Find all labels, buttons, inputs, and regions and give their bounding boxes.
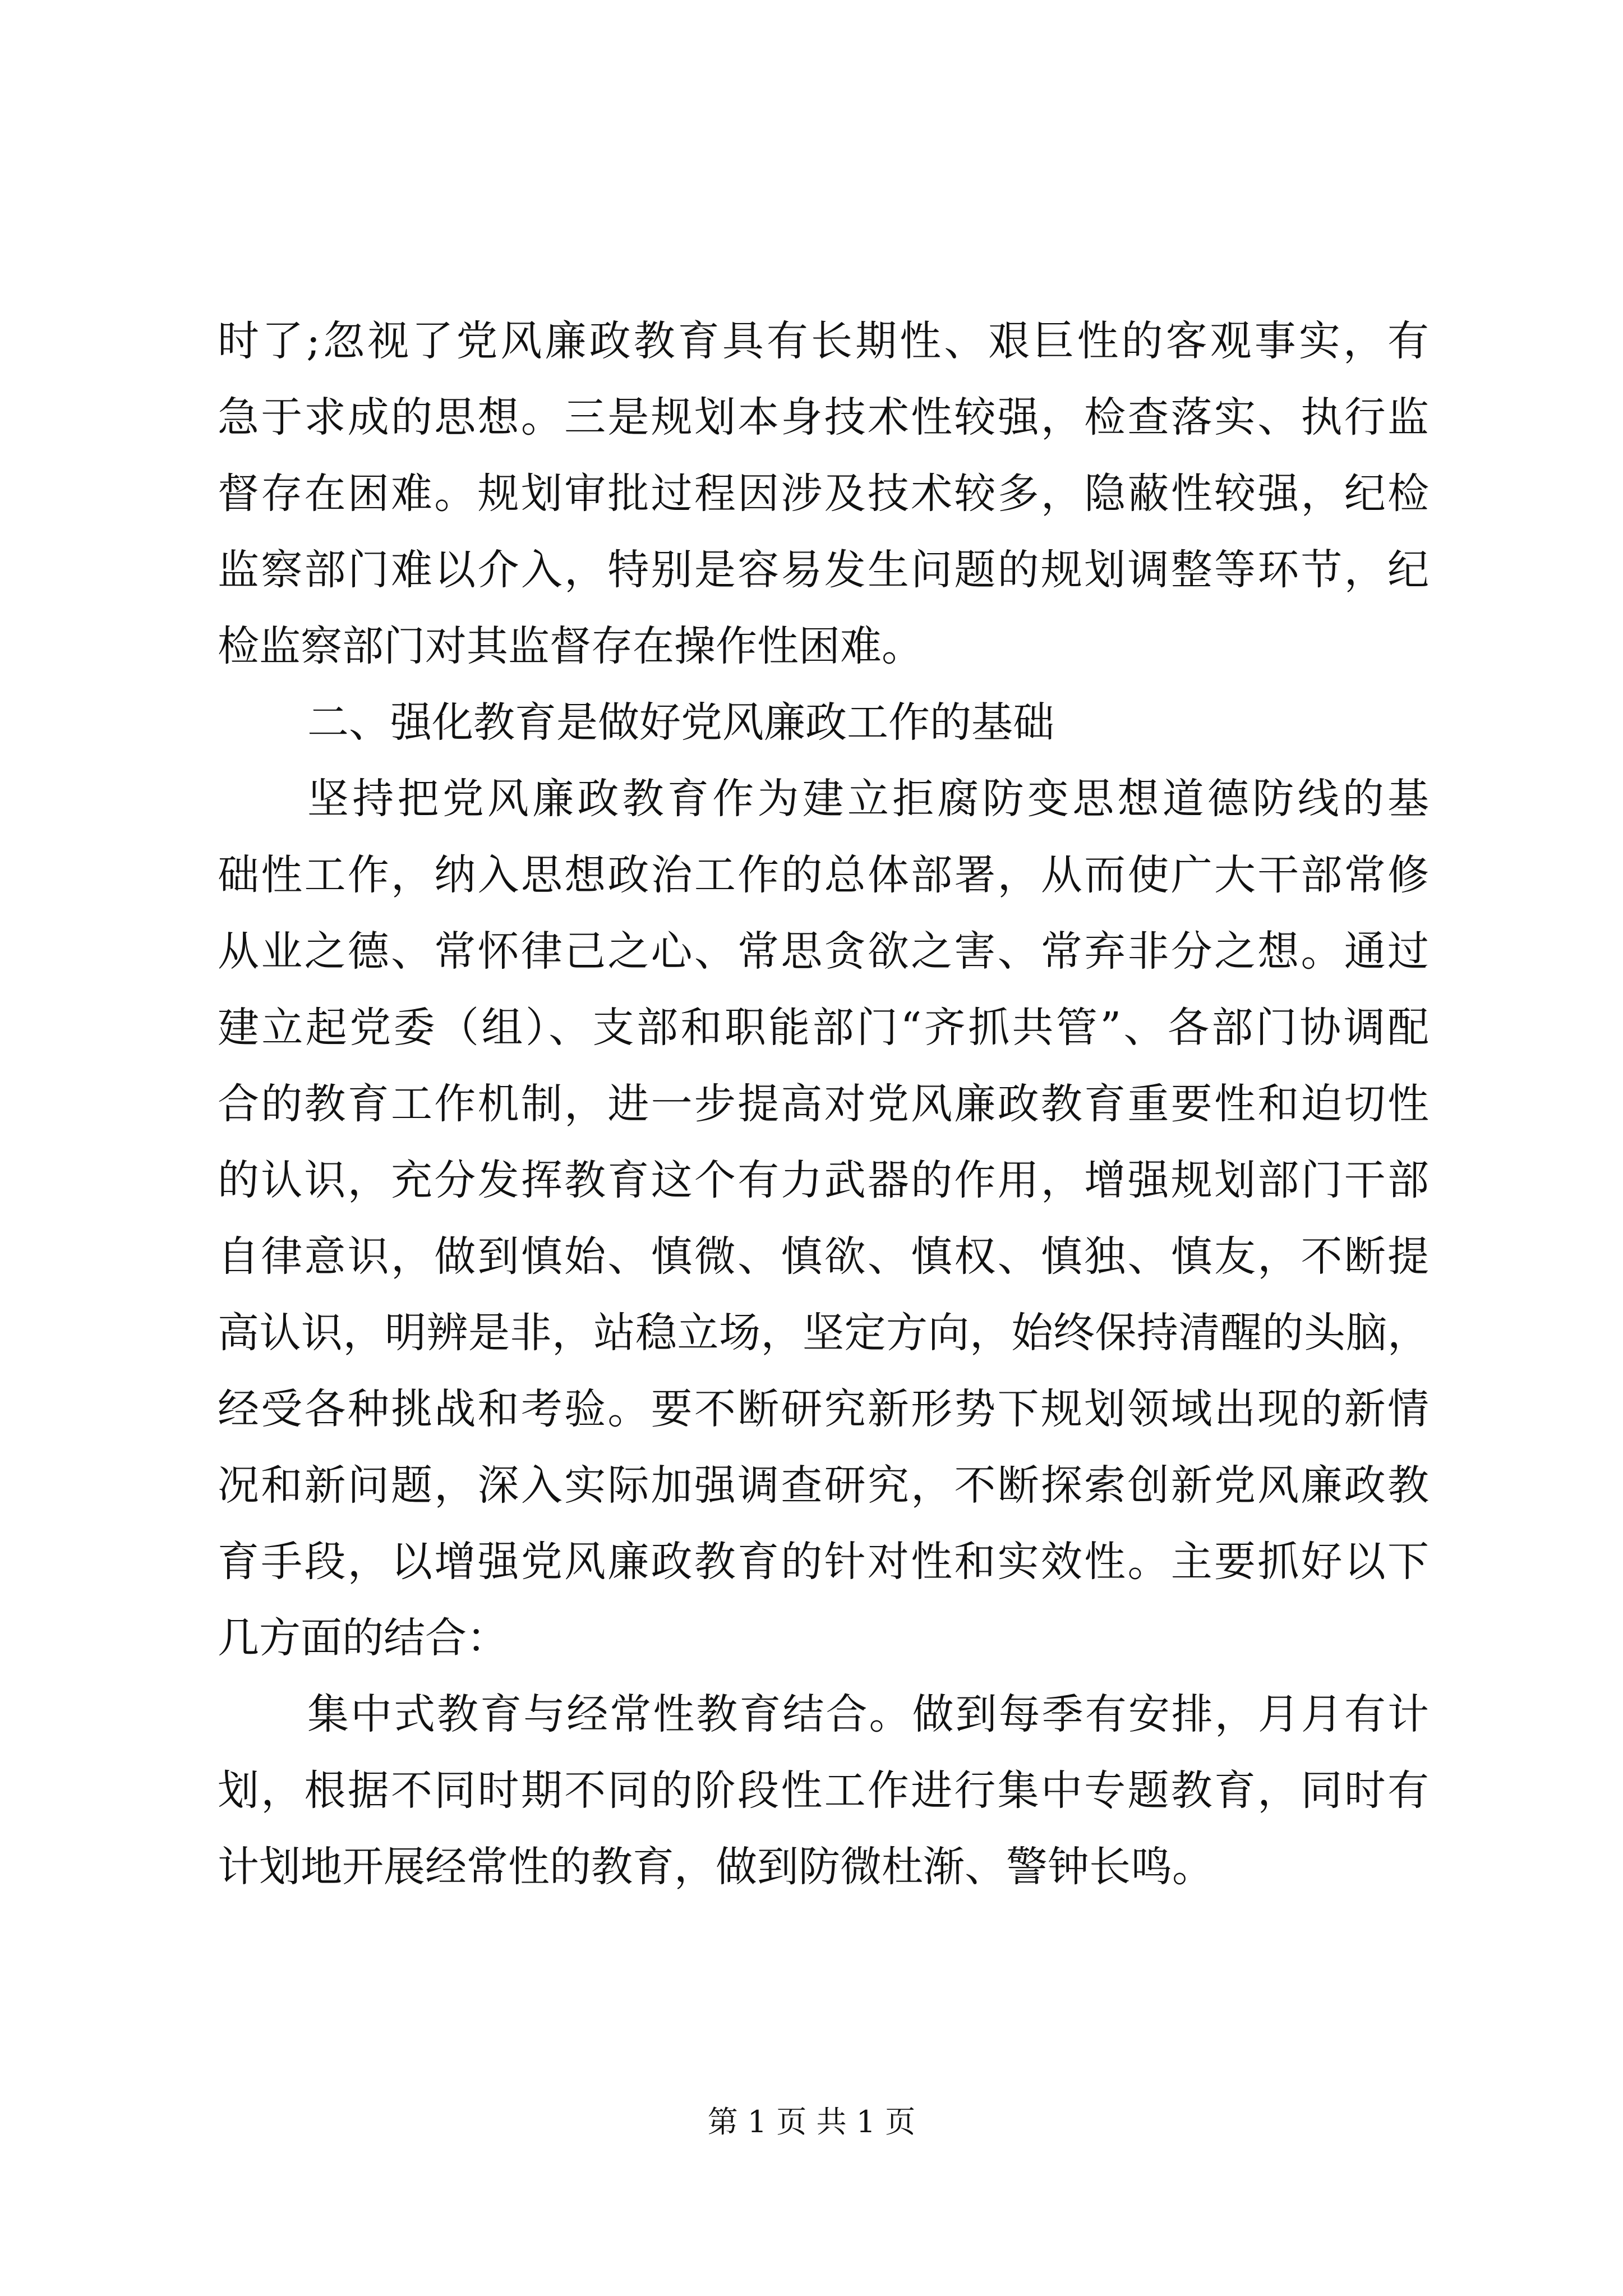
text-line: 坚持把党风廉政教育作为建立拒腐防变思想道德防线的基	[307, 775, 1429, 823]
text-line: 时了;忽视了党风廉政教育具有长期性、艰巨性的客观事实，有	[218, 317, 1429, 365]
text-line: 况和新问题，深入实际加强调查研究，不断探索创新党风廉政教	[218, 1461, 1429, 1510]
text-line: 高认识，明辨是非，站稳立场，坚定方向，始终保持清醒的头脑，	[218, 1309, 1429, 1357]
text-line: 检监察部门对其监督存在操作性困难。	[218, 622, 923, 670]
text-line: 自律意识，做到慎始、慎微、慎欲、慎权、慎独、慎友，不断提	[218, 1232, 1429, 1281]
text-line: 育手段，以增强党风廉政教育的针对性和实效性。主要抓好以下	[218, 1538, 1429, 1586]
text-line: 划，根据不同时期不同的阶段性工作进行集中专题教育，同时有	[218, 1766, 1429, 1815]
text-line: 经受各种挑战和考验。要不断研究新形势下规划领域出现的新情	[218, 1385, 1429, 1433]
document-body	[218, 303, 1429, 1905]
text-line: 集中式教育与经常性教育结合。做到每季有安排，月月有计	[307, 1690, 1429, 1738]
text-line: 的认识，充分发挥教育这个有力武器的作用，增强规划部门干部	[218, 1156, 1429, 1204]
text-line: 建立起党委（组）、支部和职能部门“齐抓共管”、各部门协调配	[218, 1004, 1429, 1052]
text-line: 合的教育工作机制，进一步提高对党风廉政教育重要性和迫切性	[218, 1080, 1429, 1128]
text-line: 几方面的结合：	[218, 1614, 508, 1662]
text-line: 础性工作，纳入思想政治工作的总体部署，从而使广大干部常修	[218, 851, 1429, 899]
text-line: 急于求成的思想。三是规划本身技术性较强，检查落实、执行监	[218, 393, 1429, 441]
text-line: 计划地开展经常性的教育，做到防微杜渐、警钟长鸣。	[218, 1843, 1214, 1891]
section-heading: 二、强化教育是做好党风廉政工作的基础	[307, 698, 1054, 747]
text-line: 督存在困难。规划审批过程因涉及技术较多，隐蔽性较强，纪检	[218, 470, 1429, 518]
page-number-footer: 第 1 页 共 1 页	[707, 2104, 916, 2139]
text-line: 从业之德、常怀律己之心、常思贪欲之害、常弃非分之想。通过	[218, 927, 1429, 976]
text-line: 监察部门难以介入，特别是容易发生问题的规划调整等环节，纪	[218, 546, 1429, 594]
